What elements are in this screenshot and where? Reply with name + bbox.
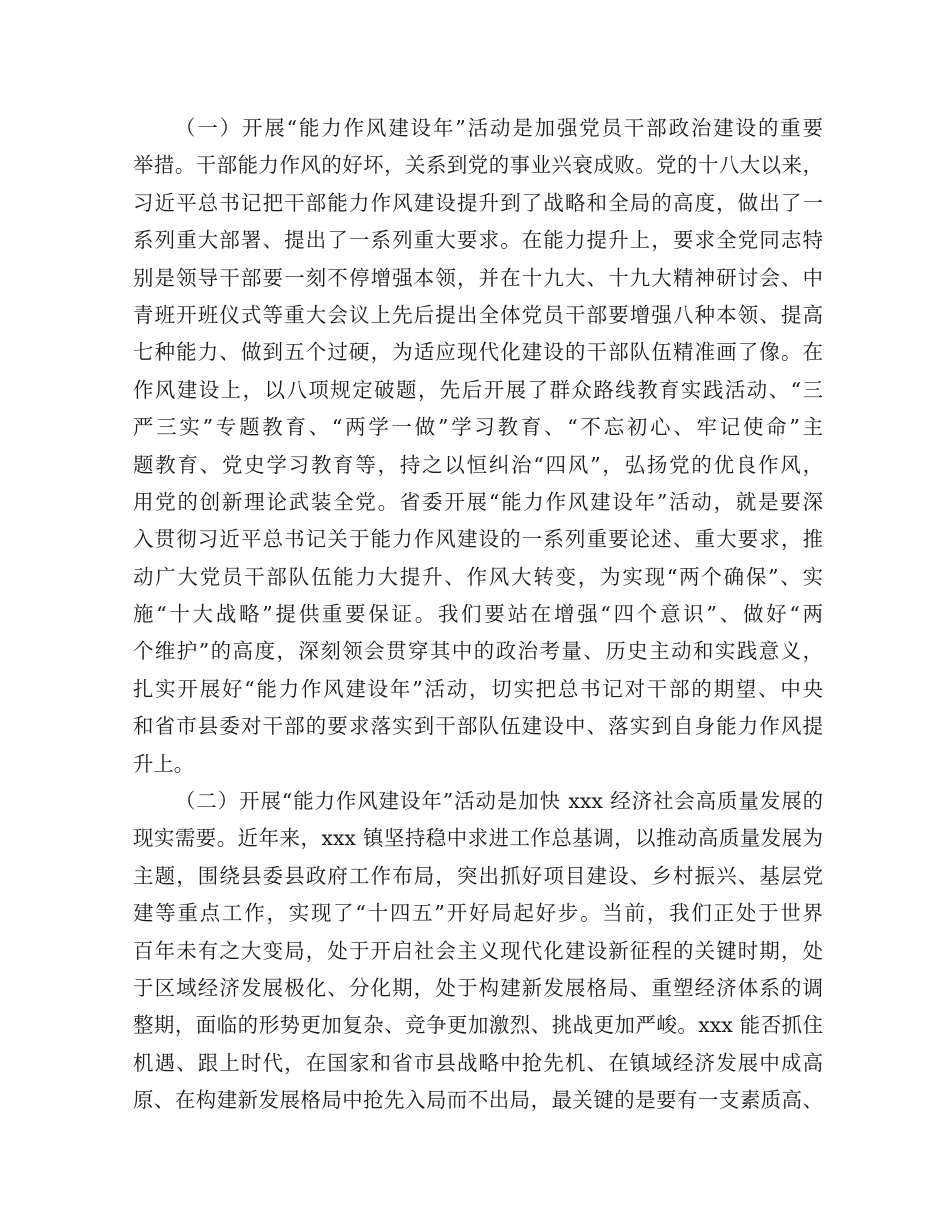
paragraph-line: 整期，面临的形势更加复杂、竞争更加激烈、挑战更加严峻。xxx 能否抓住 — [133, 1013, 823, 1038]
paragraph-line: 别是领导干部要一刻不停增强本领，并在十九大、十九大精神研讨会、中 — [133, 265, 823, 290]
paragraph-line: 主题，围绕县委县政府工作布局，突出抓好项目建设、乡村振兴、基层党 — [133, 863, 823, 888]
paragraph-line: 机遇、跟上时代，在国家和省市县战略中抢先机、在镇域经济发展中成高 — [133, 1050, 823, 1075]
paragraph-line: 用党的创新理论武装全党。省委开展“能力作风建设年”活动，就是要深 — [133, 489, 823, 514]
paragraph-line: 原、在构建新发展格局中抢先入局而不出局，最关键的是要有一支素质高、 — [133, 1088, 823, 1113]
paragraph-line: 于区域经济发展极化、分化期，处于构建新发展格局、重塑经济体系的调 — [133, 975, 823, 1000]
paragraph-line: 举措。干部能力作风的好坏，关系到党的事业兴衰成败。党的十八大以来， — [133, 153, 823, 178]
paragraph-2 — [133, 783, 823, 1120]
paragraph-line: 和省市县委对干部的要求落实到干部队伍建设中、落实到自身能力作风提 — [133, 714, 823, 739]
paragraph-line: 严三实”专题教育、“两学一做”学习教育、“不忘初心、牢记使命”主 — [133, 415, 823, 440]
paragraph-line: 个维护”的高度，深刻领会贯穿其中的政治考量、历史主动和实践意义， — [133, 639, 823, 664]
document-body — [133, 110, 823, 1120]
paragraph-line: 动广大党员干部队伍能力大提升、作风大转变，为实现“两个确保”、实 — [133, 564, 823, 589]
paragraph-line: （一）开展“能力作风建设年”活动是加强党员干部政治建设的重要 — [175, 116, 823, 140]
paragraph-line: 青班开班仪式等重大会议上先后提出全体党员干部要增强八种本领、提高 — [133, 302, 823, 327]
paragraph-line: 现实需要。近年来，xxx 镇坚持稳中求进工作总基调，以推动高质量发展为 — [133, 826, 823, 851]
paragraph-line: 习近平总书记把干部能力作风建设提升到了战略和全局的高度，做出了一 — [133, 190, 823, 215]
paragraph-line: 系列重大部署、提出了一系列重大要求。在能力提升上，要求全党同志特 — [133, 228, 823, 253]
paragraph-line: 扎实开展好“能力作风建设年”活动，切实把总书记对干部的期望、中央 — [133, 676, 823, 701]
paragraph-line: 建等重点工作，实现了“十四五”开好局起好步。当前，我们正处于世界 — [133, 901, 823, 926]
paragraph-line: 题教育、党史学习教育等，持之以恒纠治“四风”，弘扬党的优良作风， — [133, 452, 823, 477]
paragraph-line: 施“十大战略”提供重要保证。我们要站在增强“四个意识”、做好“两 — [133, 602, 823, 627]
paragraph-line: 百年未有之大变局，处于开启社会主义现代化建设新征程的关键时期，处 — [133, 938, 823, 963]
paragraph-line: （二）开展“能力作风建设年”活动是加快 xxx 经济社会高质量发展的 — [175, 789, 823, 814]
paragraph-1 — [133, 110, 823, 783]
paragraph-line: 入贯彻习近平总书记关于能力作风建设的一系列重要论述、重大要求，推 — [133, 527, 823, 552]
paragraph-line: 七种能力、做到五个过硬，为适应现代化建设的干部队伍精准画了像。在 — [133, 340, 823, 365]
paragraph-line: 升上。 — [133, 751, 195, 776]
paragraph-line: 作风建设上，以八项规定破题，先后开展了群众路线教育实践活动、“三 — [133, 377, 823, 402]
